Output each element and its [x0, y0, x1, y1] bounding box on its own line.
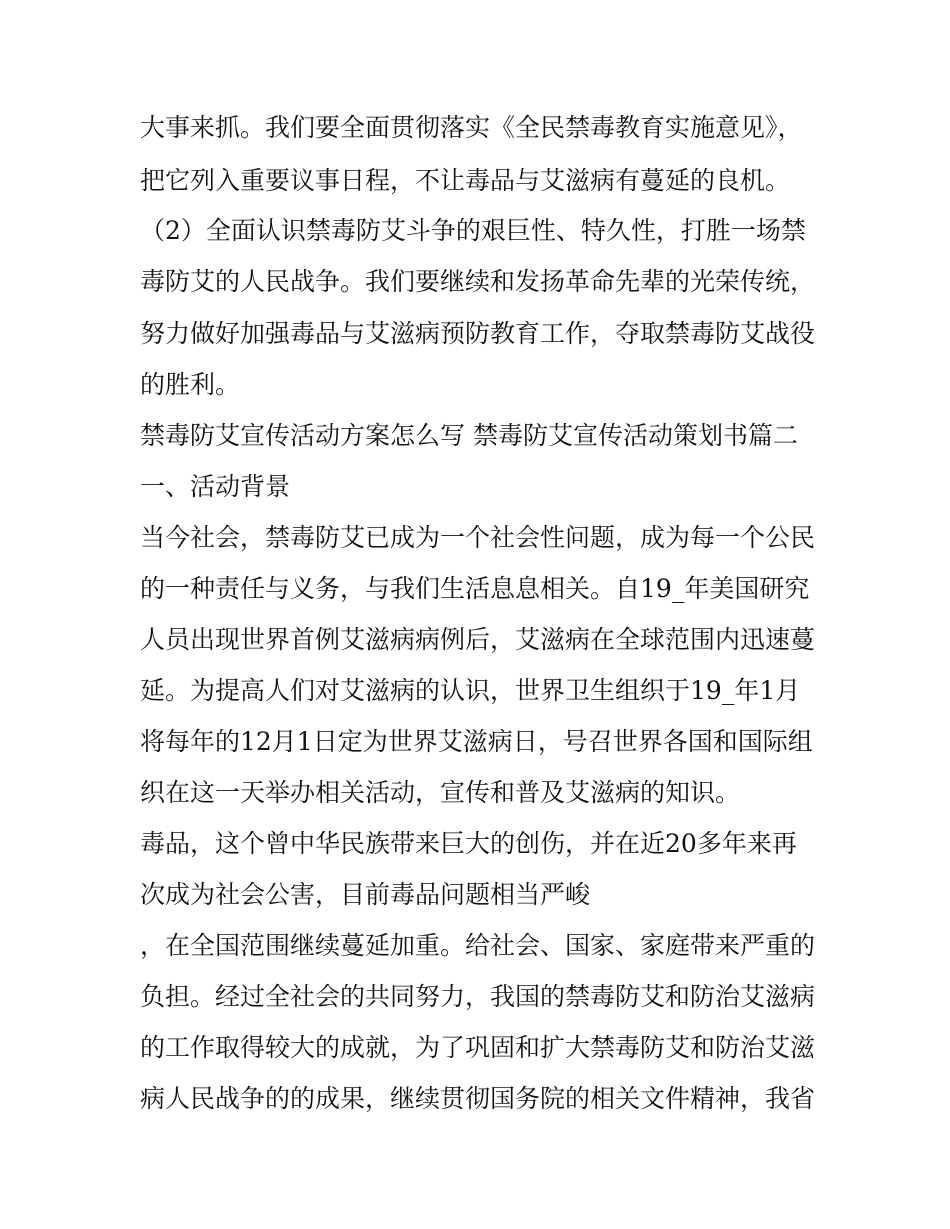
- text-line: 延。为提高人们对艾滋病的认识，世界卫生组织于19_年1月: [140, 676, 801, 705]
- text-line: 的胜利。: [140, 370, 241, 399]
- text-line: 病人民战争的的成果，继续贯彻国务院的相关文件精神，我省: [140, 1084, 816, 1113]
- text-line: （2）全面认识禁毒防艾斗争的艰巨性、特久性，打胜一场禁: [140, 216, 806, 245]
- text-line: 织在这一天举办相关活动，宣传和普及艾滋病的知识。: [140, 778, 741, 807]
- text-line: 的工作取得较大的成就，为了巩固和扩大禁毒防艾和防治艾滋: [140, 1033, 816, 1062]
- text-line: 当今社会，禁毒防艾已成为一个社会性问题，成为每一个公民: [140, 523, 816, 552]
- text-line: 大事来抓。我们要全面贯彻落实《全民禁毒教育实施意见》，: [140, 113, 803, 142]
- text-line: 人员出现世界首例艾滋病病例后，艾滋病在全球范围内迅速蔓: [140, 625, 816, 654]
- text-line: 次成为社会公害，目前毒品问题相当严峻: [140, 880, 591, 909]
- text-line: 将每年的12月1日定为世界艾滋病日，号召世界各国和国际组: [140, 727, 813, 756]
- text-line: 负担。经过全社会的共同努力，我国的禁毒防艾和防治艾滋病: [140, 982, 816, 1011]
- subsection-heading: 一、活动背景: [140, 472, 291, 501]
- text-line: ，在全国范围继续蔓延加重。给社会、国家、家庭带来严重的: [140, 931, 816, 960]
- text-line: 的一种责任与义务，与我们生活息息相关。自19_年美国研究: [140, 574, 810, 603]
- text-line: 努力做好加强毒品与艾滋病预防教育工作，夺取禁毒防艾战役: [140, 319, 816, 348]
- text-line: 毒防艾的人民战争。我们要继续和发扬革命先辈的光荣传统，: [140, 267, 816, 296]
- text-line: 毒品，这个曾中华民族带来巨大的创伤，并在近20多年来再: [140, 829, 797, 858]
- text-line: 把它列入重要议事日程，不让毒品与艾滋病有蔓延的良机。: [140, 166, 791, 195]
- section-heading: 禁毒防艾宣传活动方案怎么写 禁毒防艾宣传活动策划书篇二: [140, 421, 798, 450]
